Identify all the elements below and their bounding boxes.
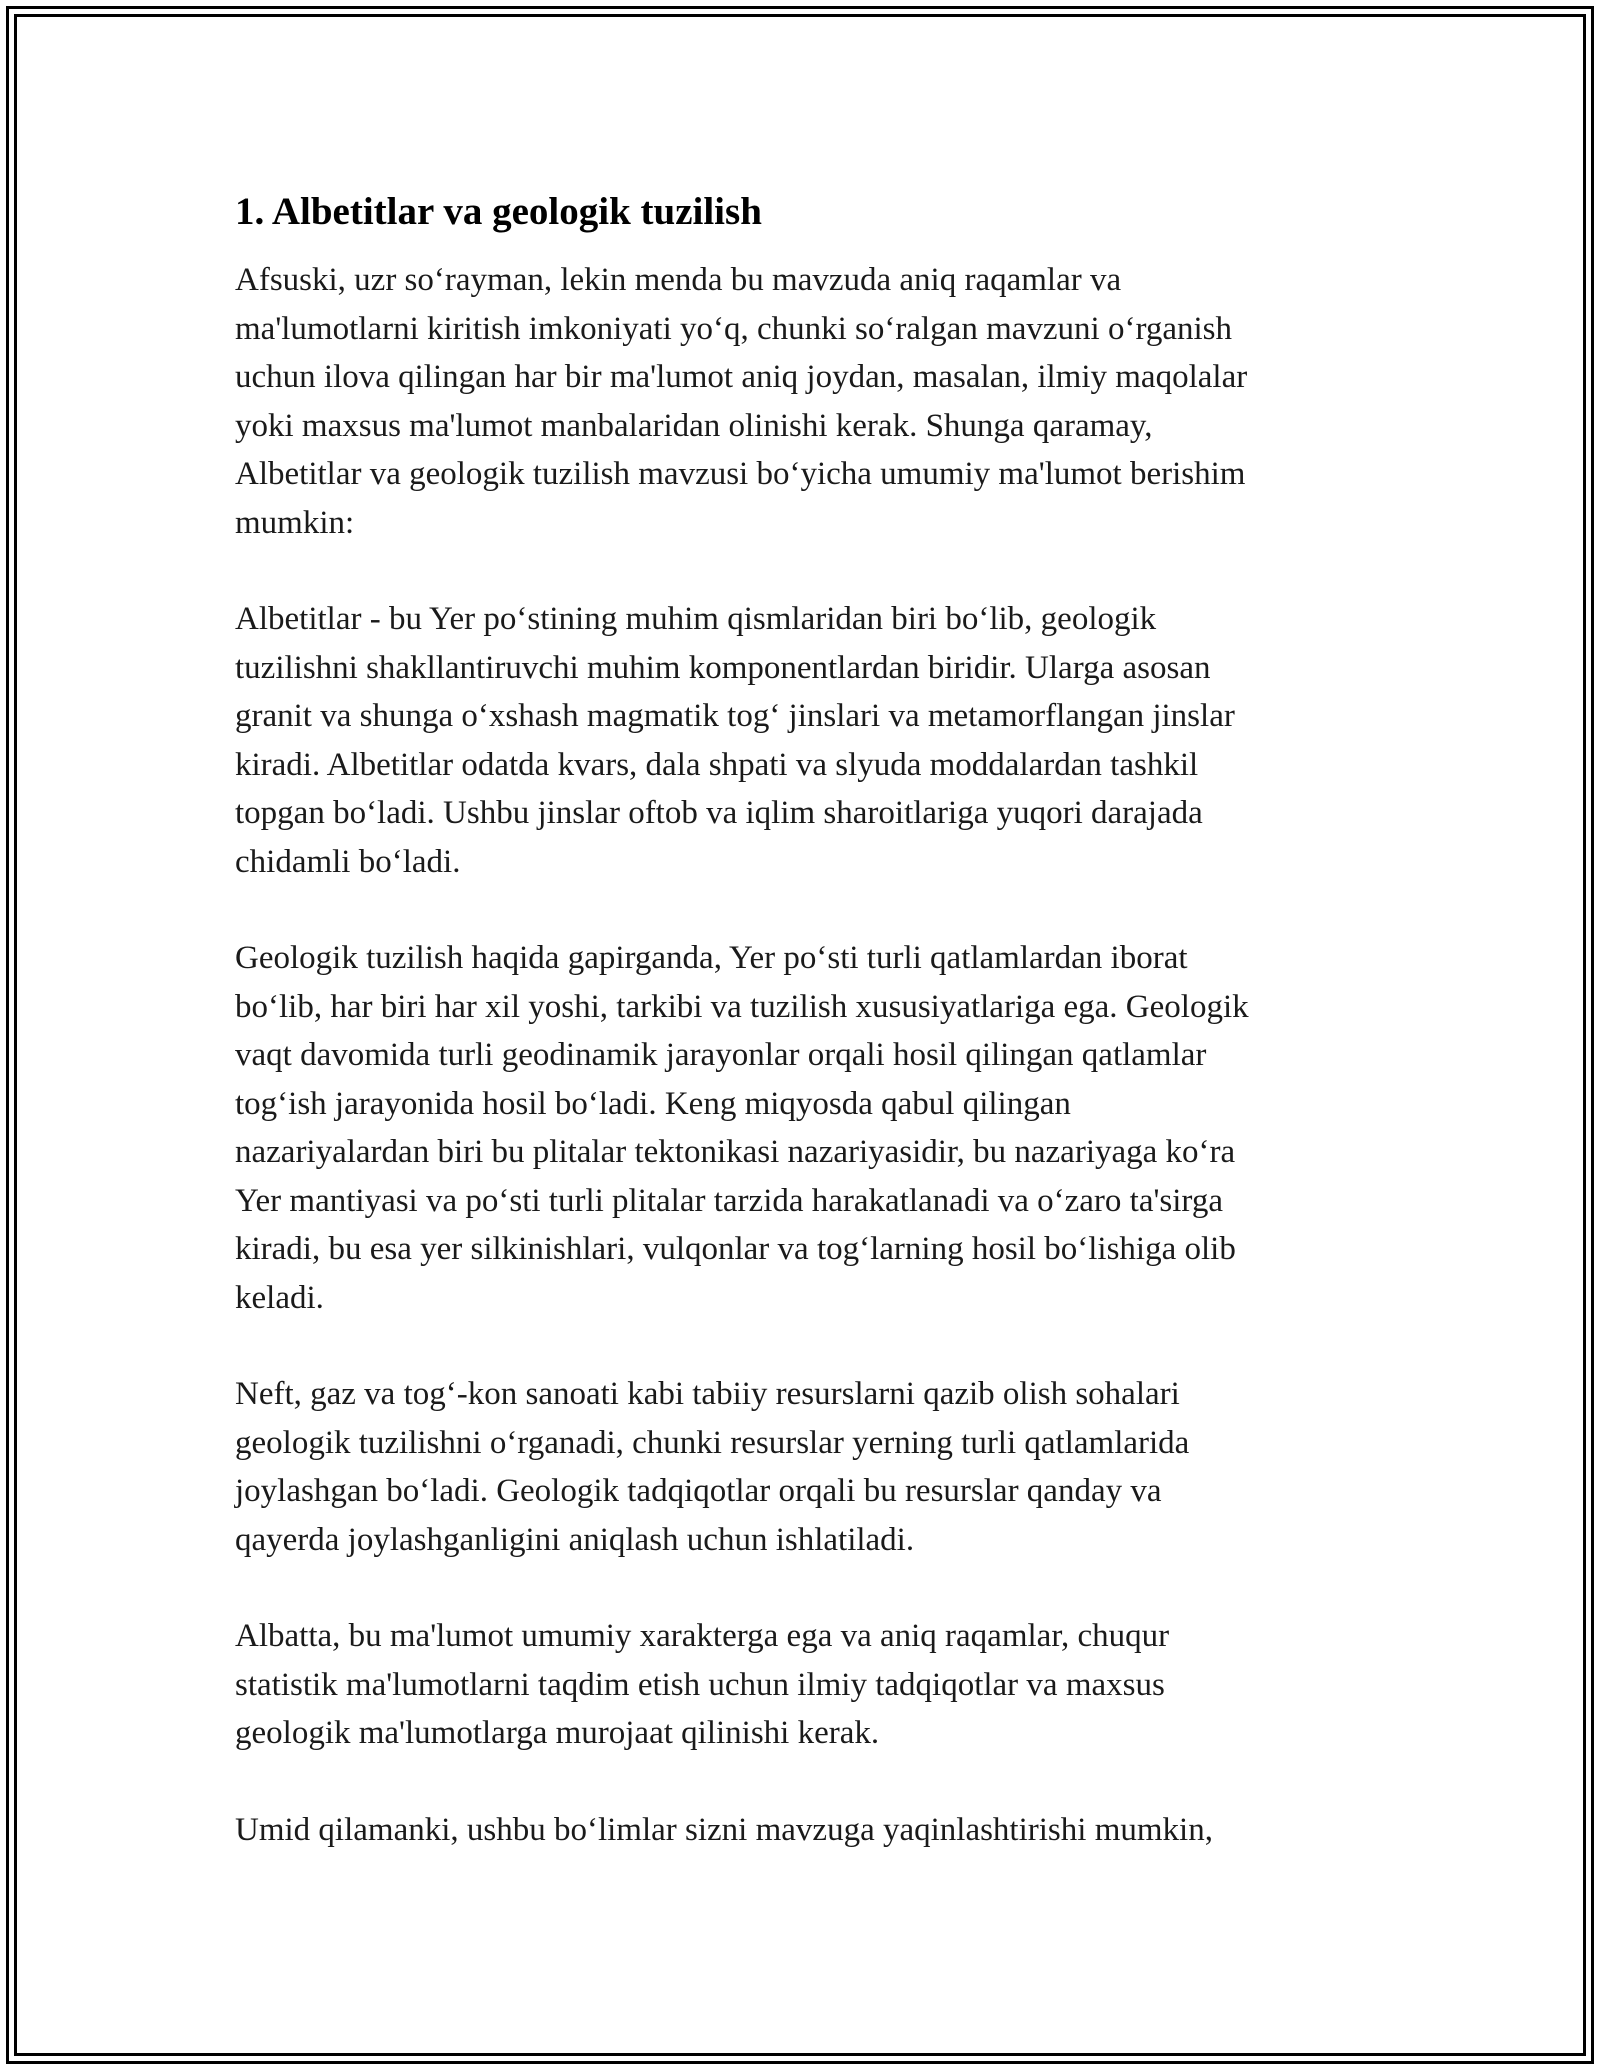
section-heading: 1. Albetitlar va geologik tuzilish: [235, 190, 762, 233]
paragraph-umid: Umid qilamanki, ushbu bo‘limlar sizni mavzuga yaqinlashtirishi mumkin,: [235, 1811, 1213, 1848]
paragraph-albetitlar: Albetitlar - bu Yer po‘stining muhim qismlaridan biri bo‘lib, geologik tuzilishni shakllantiruvchi muhim komponentlardan biridir. Ularga asosan granit va shunga o‘xshash magmatik tog‘ jinslari va metamorflangan jinslar kiradi. Albetitlar odatda kvars, dala shpati va slyuda moddalardan tashkil topgan bo‘ladi. Ushbu jinslar oftob va iqlim sharoitlariga yuqori darajada chidamli bo‘ladi.: [235, 601, 1235, 880]
paragraph-intro: Afsuski, uzr so‘rayman, lekin menda bu mavzuda aniq raqamlar va ma'lumotlarni kiritish imkoniyati yo‘q, chunki so‘ralgan mavzuni o‘rganish uchun ilova qilingan har bir ma'lumot aniq joydan, masalan, ilmiy maqolalar yoki maxsus ma'lumot manbalaridan olinishi kerak. Shunga qaramay, Albetitlar va geologik tuzilish mavzusi bo‘yicha umumiy ma'lumot berishim mumkin:: [235, 262, 1248, 541]
document-body: [235, 186, 1370, 1854]
paragraph-geologik-tuzilish: Geologik tuzilish haqida gapirganda, Yer po‘sti turli qatlamlardan iborat bo‘lib, har biri har xil yoshi, tarkibi va tuzilish xususiyatlariga ega. Geologik vaqt davomida turli geodinamik jarayonlar orqali hosil qilingan qatlamlar tog‘ish jarayonida hosil bo‘ladi. Keng miqyosda qabul qilingan nazariyalardan biri bu plitalar tektonikasi nazariyasidir, bu nazariyaga ko‘ra Yer mantiyasi va po‘sti turli plitalar tarzida harakatlanadi va o‘zaro ta'sirga kiradi, bu esa yer silkinishlari, vulqonlar va tog‘larning hosil bo‘lishiga olib keladi.: [235, 940, 1249, 1316]
paragraph-resurslar: Neft, gaz va tog‘-kon sanoati kabi tabiiy resurslarni qazib olish sohalari geologik tuzilishni o‘rganadi, chunki resurslar yerning turli qatlamlarida joylashgan bo‘ladi. Geologik tadqiqotlar orqali bu resurslar qanday va qayerda joylashganligini aniqlash uchun ishlatiladi.: [235, 1376, 1190, 1558]
paragraph-albatta: Albatta, bu ma'lumot umumiy xarakterga ega va aniq raqamlar, chuqur statistik ma'lumotlarni taqdim etish uchun ilmiy tadqiqotlar va maxsus geologik ma'lumotlarga murojaat qilinishi kerak.: [235, 1618, 1170, 1751]
